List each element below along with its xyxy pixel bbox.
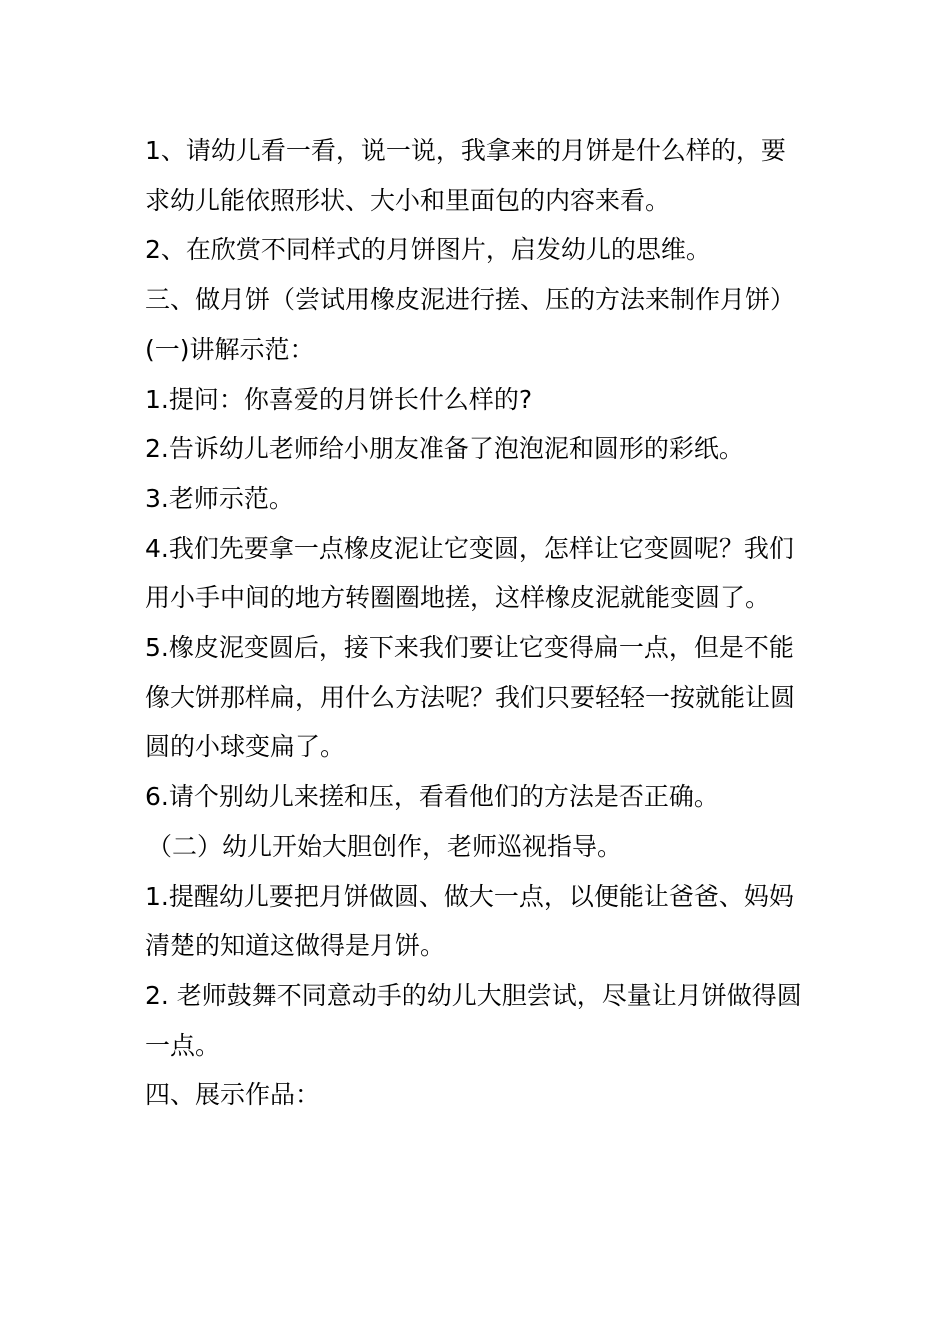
paragraph-question: 1.提问：你喜爱的月饼长什么样的? bbox=[145, 384, 533, 414]
paragraph-children-try: 6.请个别幼儿来搓和压，看看他们的方法是否正确。 bbox=[145, 782, 719, 812]
section-heading-show-works: 四、展示作品： bbox=[145, 1080, 321, 1110]
paragraph-materials: 2.告诉幼儿老师给小朋友准备了泡泡泥和圆形的彩纸。 bbox=[145, 434, 744, 464]
subheading-explain-demo: (一)讲解示范： bbox=[145, 334, 315, 364]
paragraph-roll-clay: 4.我们先要拿一点橡皮泥让它变圆，怎样让它变圆呢？我们用小手中间的地方转圈圈地搓，这样橡皮泥就能变圆了。 bbox=[145, 533, 794, 613]
paragraph-teacher-demo: 3.老师示范。 bbox=[145, 483, 294, 513]
paragraph-reminder: 1.提醒幼儿要把月饼做圆、做大一点，以便能让爸爸、妈妈清楚的知道这做得是月饼。 bbox=[145, 881, 794, 961]
section-heading-make-mooncake: 三、做月饼（尝试用橡皮泥进行搓、压的方法来制作月饼） bbox=[145, 285, 796, 315]
paragraph-observe-mooncake: 1、请幼儿看一看，说一说，我拿来的月饼是什么样的，要求幼儿能依照形状、大小和里面包的内容来看。 bbox=[145, 136, 786, 215]
document-body bbox=[145, 126, 810, 1120]
paragraph-encourage: 2. 老师鼓舞不同意动手的幼儿大胆尝试，尽量让月饼做得圆一点。 bbox=[145, 980, 802, 1060]
paragraph-flatten-clay: 5.橡皮泥变圆后，接下来我们要让它变得扁一点，但是不能像大饼那样扁，用什么方法呢？我们只要轻轻一按就能让圆圆的小球变扁了。 bbox=[145, 633, 796, 762]
subheading-children-create: （二）幼儿开始大胆创作，老师巡视指导。 bbox=[147, 831, 623, 861]
paragraph-appreciate-pictures: 2、在欣赏不同样式的月饼图片，启发幼儿的思维。 bbox=[145, 235, 711, 265]
